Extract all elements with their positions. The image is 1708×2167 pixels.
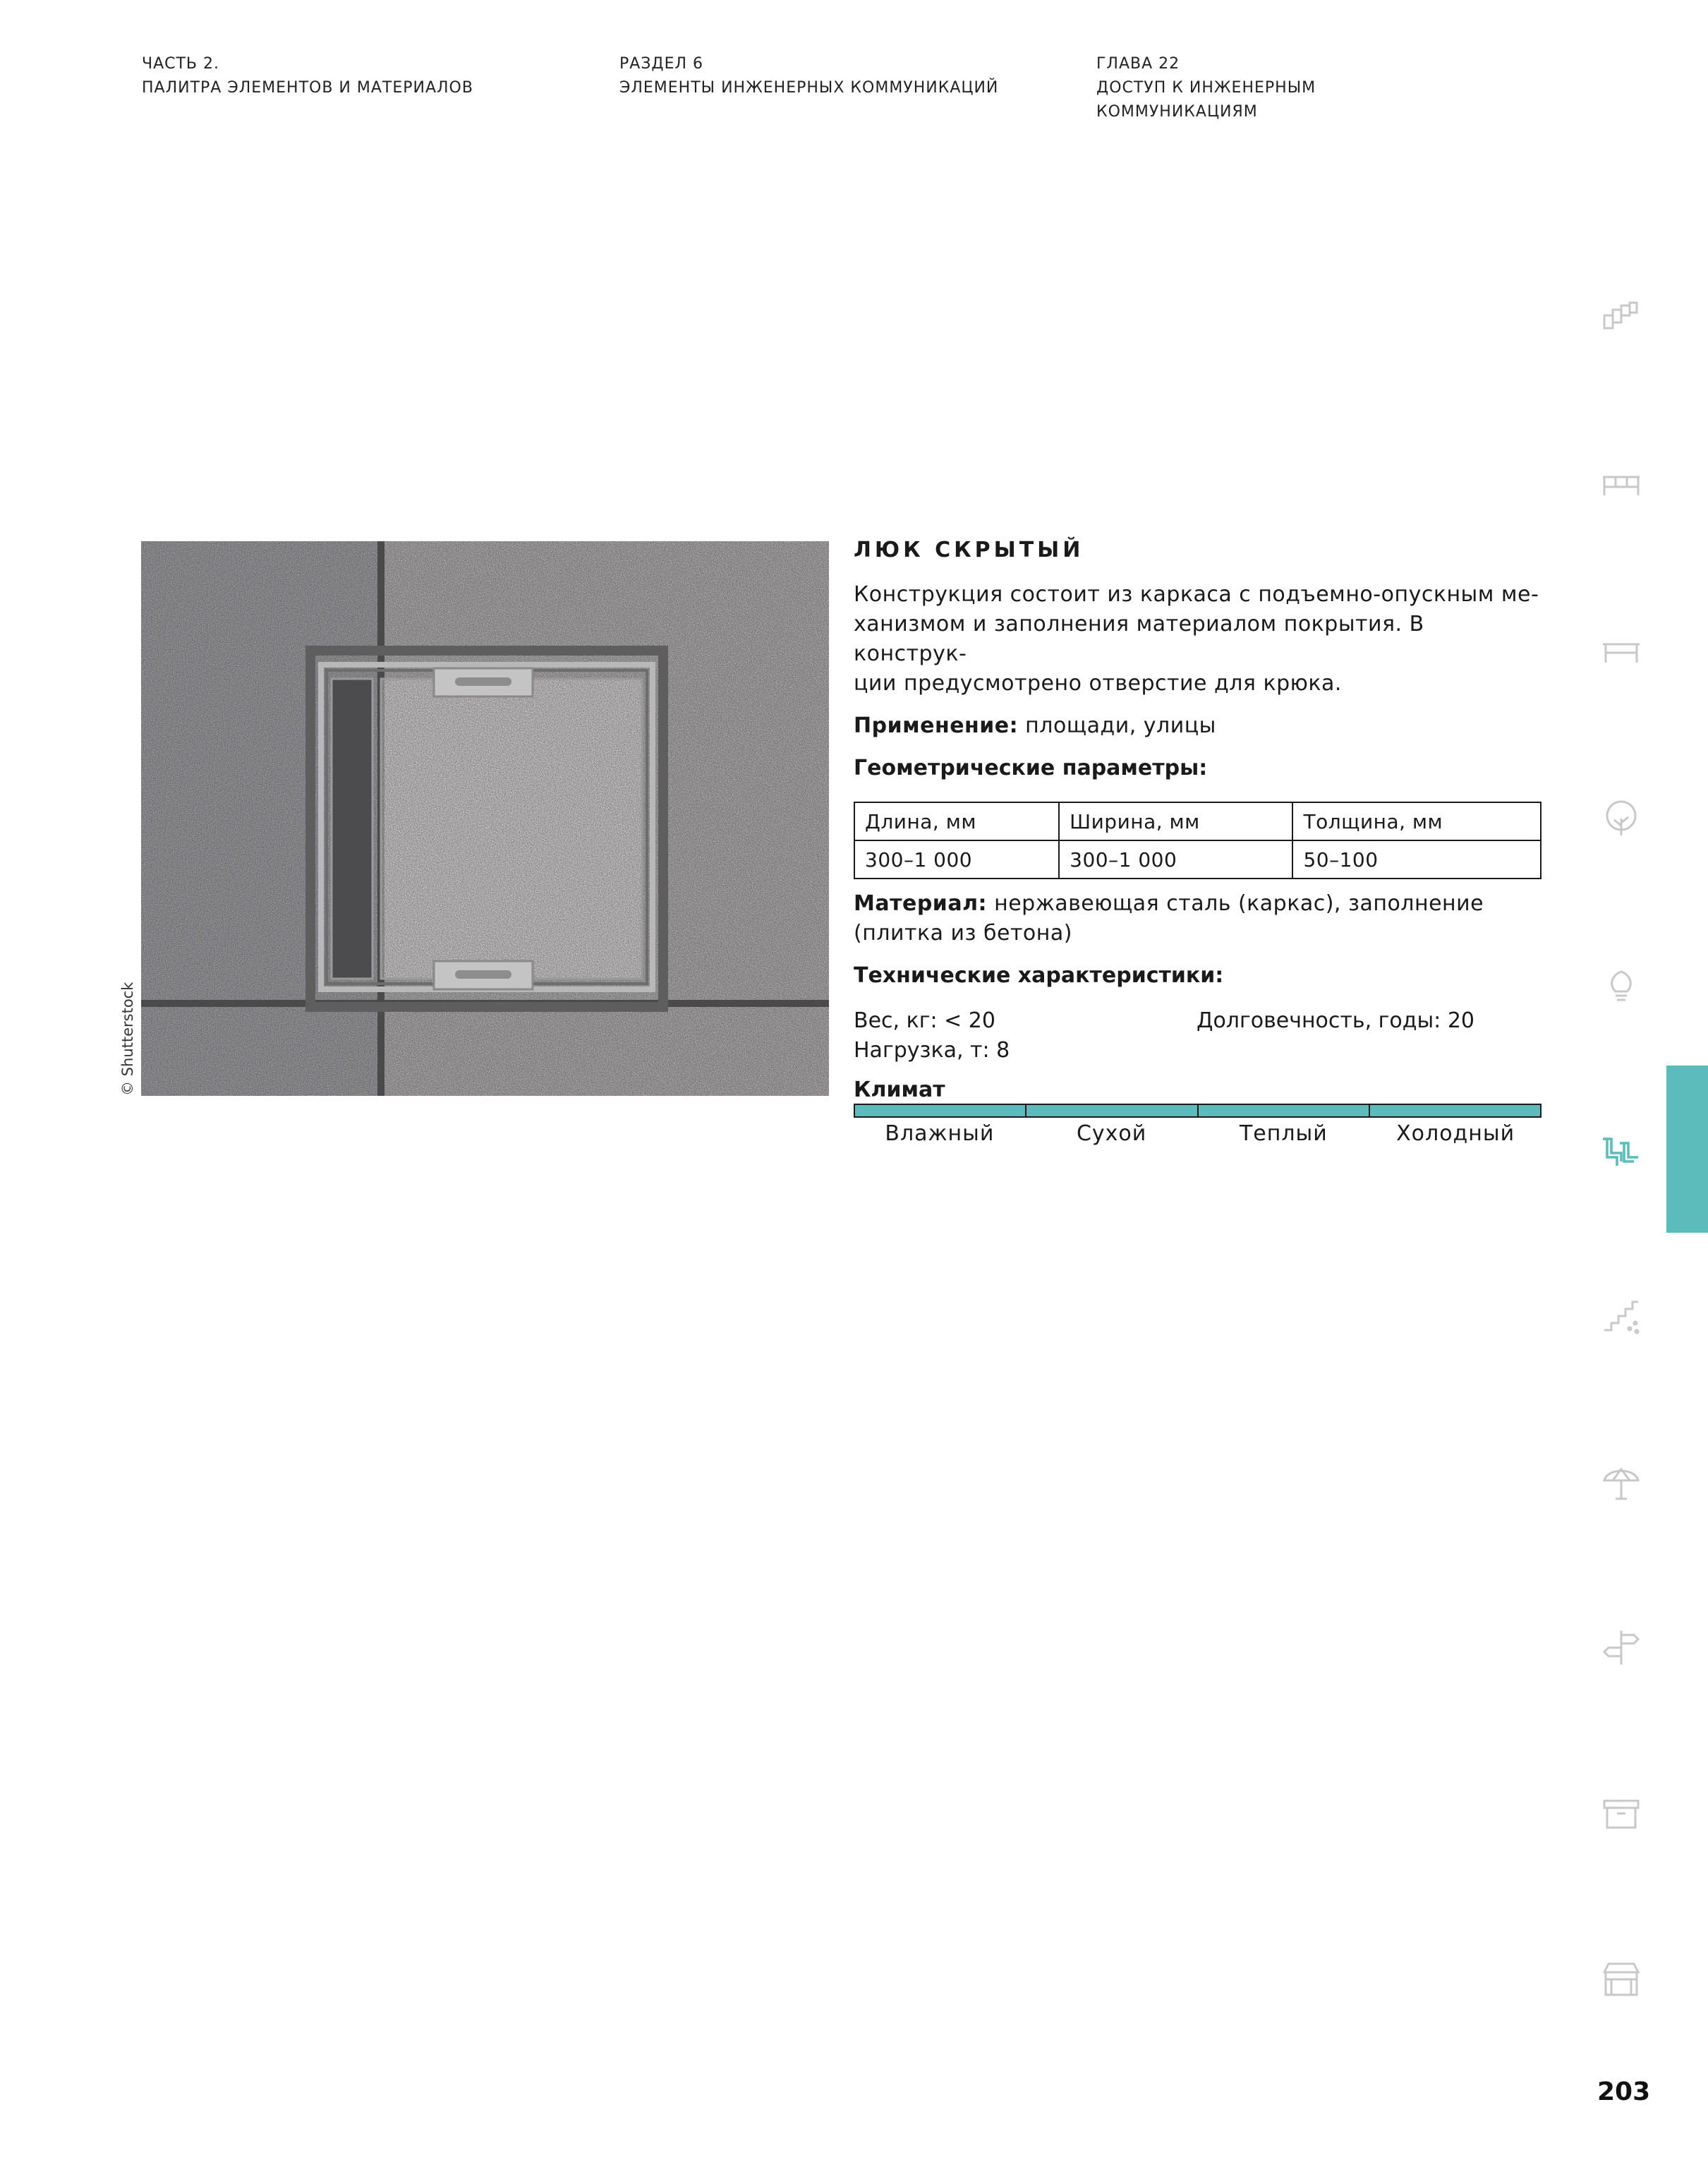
climate-segment-warm: [1199, 1105, 1370, 1116]
climate-title: Климат: [854, 1078, 945, 1102]
dimensions-table: [854, 802, 1542, 879]
header-section-title: ЭЛЕМЕНТЫ ИНЖЕНЕРНЫХ КОММУНИКАЦИЙ: [619, 79, 999, 97]
climate-segment-humid: [855, 1105, 1026, 1116]
material-value: нержавеющая сталь (каркас), заполнение: [987, 891, 1484, 916]
blocks-icon[interactable]: [1600, 300, 1642, 342]
description-line: ханизмом и заполнения материалом покрытия. В конструк-: [854, 612, 1424, 666]
description-line: ции предусмотрено отверстие для крюка.: [854, 671, 1342, 696]
item-description-text: [854, 580, 1542, 699]
hatch-photo: [141, 541, 829, 1096]
item-title: ЛЮК СКРЫТЫЙ: [854, 538, 1084, 562]
load-spec: Нагрузка, т: 8: [854, 1038, 1010, 1063]
table-cell: 300–1 000: [854, 840, 1059, 879]
table-header-cell: Толщина, мм: [1292, 802, 1541, 840]
table-header-cell: Ширина, мм: [1059, 802, 1292, 840]
description-line: Конструкция состоит из каркаса с подъемно-опускным ме-: [854, 582, 1539, 607]
table-row: [854, 802, 1541, 840]
header-section-number: РАЗДЕЛ 6: [619, 55, 704, 73]
climate-segment-dry: [1026, 1105, 1198, 1116]
climate-bar: [854, 1104, 1542, 1118]
table-icon[interactable]: [1600, 632, 1642, 674]
header-part-number: ЧАСТЬ 2.: [142, 55, 220, 73]
table-cell: 300–1 000: [1059, 840, 1292, 879]
lightbulb-icon[interactable]: [1600, 963, 1642, 1006]
material-value-cont: (плитка из бетона): [854, 921, 1072, 946]
climate-label: Сухой: [1076, 1121, 1147, 1146]
kiosk-icon[interactable]: [1600, 1958, 1642, 2000]
table-cell: 50–100: [1292, 840, 1541, 879]
header-section: [619, 52, 998, 100]
active-section-tab[interactable]: [1666, 1066, 1708, 1233]
pipes-icon[interactable]: [1600, 1129, 1642, 1171]
climate-label: Теплый: [1239, 1121, 1328, 1146]
tech-title: Технические характеристики:: [854, 963, 1224, 988]
application-label: Применение:: [854, 713, 1019, 738]
climate-label: Влажный: [885, 1121, 995, 1146]
weight-spec: Вес, кг: < 20: [854, 1008, 995, 1033]
durability-spec: Долговечность, годы: 20: [1197, 1008, 1474, 1033]
signpost-icon[interactable]: [1600, 1626, 1642, 1669]
header-chapter-number: ГЛАВА 22: [1096, 55, 1180, 73]
header-chapter-title-line1: ДОСТУП К ИНЖЕНЕРНЫМ: [1096, 79, 1316, 97]
header-part-title: ПАЛИТРА ЭЛЕМЕНТОВ И МАТЕРИАЛОВ: [142, 79, 473, 97]
tree-icon[interactable]: [1600, 797, 1642, 840]
table-row: [854, 840, 1541, 879]
climate-segment-cold: [1370, 1105, 1540, 1116]
photo-credit: © Shutterstock: [119, 982, 136, 1096]
steps-icon[interactable]: [1600, 1295, 1642, 1337]
bench-icon[interactable]: [1600, 466, 1642, 508]
page-number: 203: [1597, 2077, 1651, 2106]
box-icon[interactable]: [1600, 1792, 1642, 1835]
tech-specs: [854, 1006, 1542, 1066]
header-chapter-title-line2: КОММУНИКАЦИЯМ: [1096, 103, 1258, 121]
application-row: [854, 711, 1542, 741]
header-part: [142, 52, 473, 100]
umbrella-icon[interactable]: [1600, 1461, 1642, 1503]
climate-label: Холодный: [1396, 1121, 1515, 1146]
climate-labels: [854, 1118, 1542, 1150]
material-row: [854, 889, 1542, 948]
material-label: Материал:: [854, 891, 988, 916]
table-header-cell: Длина, мм: [854, 802, 1059, 840]
application-value: площади, улицы: [1018, 713, 1216, 738]
item-description: [854, 536, 1542, 1150]
geometry-title: Геометрические параметры:: [854, 756, 1208, 780]
header-chapter: [1096, 52, 1316, 124]
